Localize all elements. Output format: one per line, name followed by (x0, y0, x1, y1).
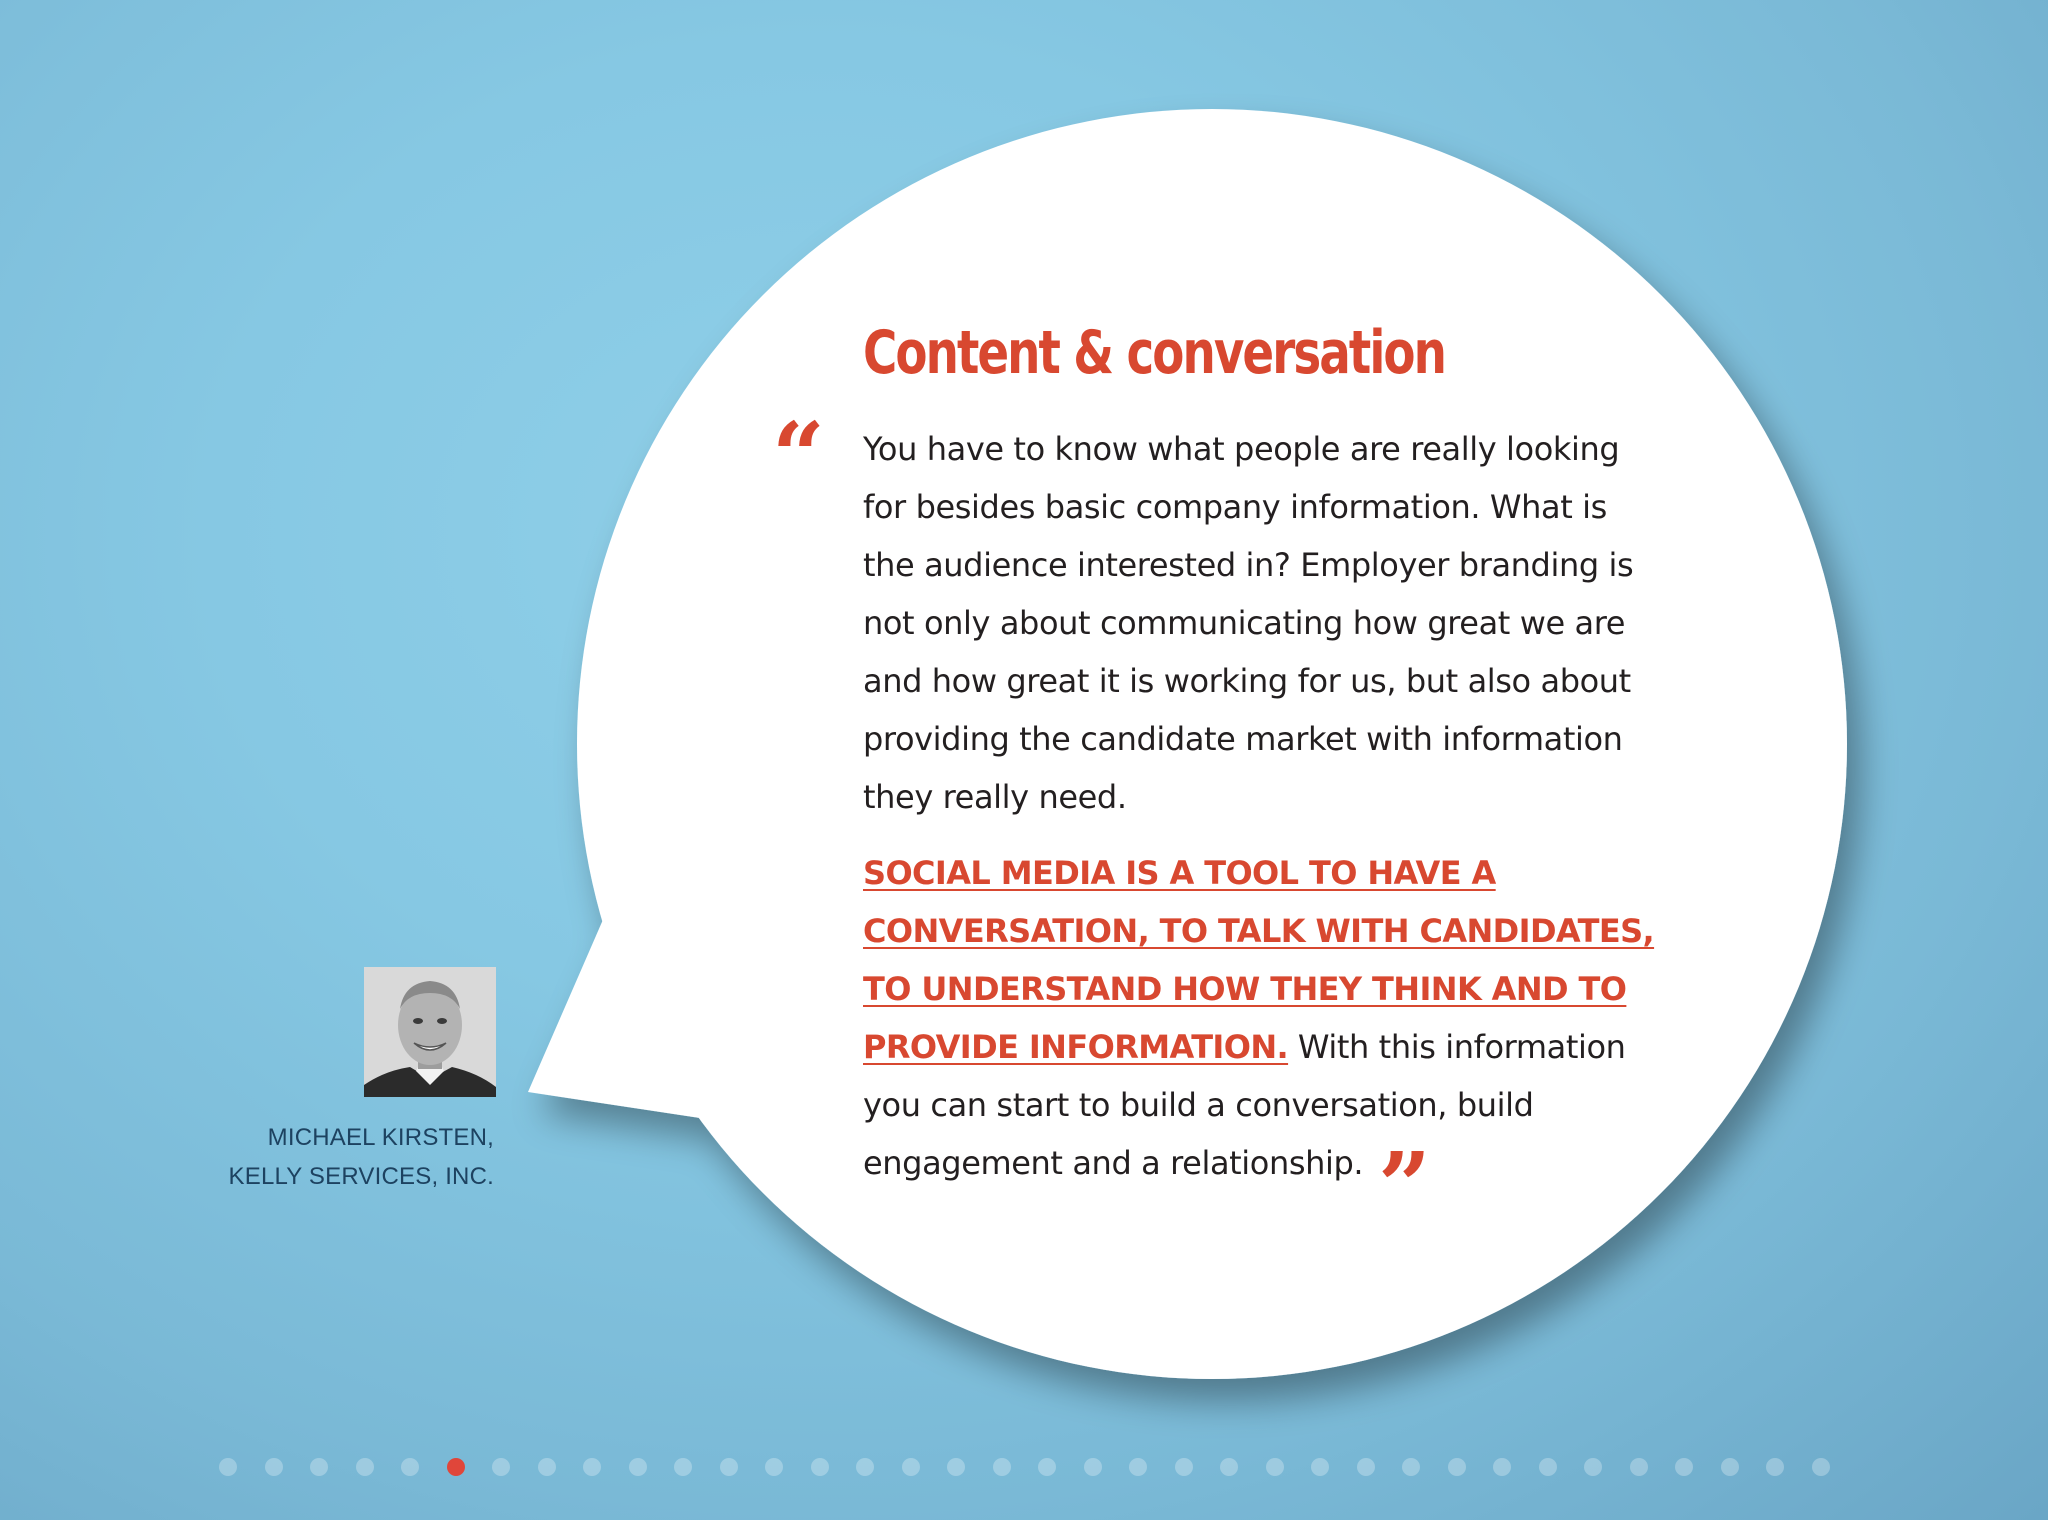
page-indicator (0, 1458, 2048, 1488)
page-dot[interactable] (1266, 1458, 1284, 1476)
quote-paragraph-2 (863, 844, 1663, 1192)
page-dot[interactable] (720, 1458, 738, 1476)
page-dot[interactable] (401, 1458, 419, 1476)
page-dot[interactable] (1766, 1458, 1784, 1476)
page-dot[interactable] (219, 1458, 237, 1476)
page-dot[interactable] (1402, 1458, 1420, 1476)
page-dot[interactable] (765, 1458, 783, 1476)
quote-highlight-link[interactable]: SOCIAL MEDIA IS A TOOL TO HAVE A CONVERSATION, TO TALK WITH CANDIDATES, TO UNDERSTAND HOW THEY THINK AND TO PROVIDE INFORMATION. (863, 854, 1655, 1066)
page-dot[interactable] (1675, 1458, 1693, 1476)
person-avatar-icon (364, 967, 496, 1097)
page-dot[interactable] (811, 1458, 829, 1476)
page-dot[interactable] (947, 1458, 965, 1476)
author-photo (364, 967, 496, 1097)
page-dot[interactable] (1129, 1458, 1147, 1476)
page-dot[interactable] (310, 1458, 328, 1476)
quote-paragraph-1: You have to know what people are really looking for besides basic company information. What is the audience interested in? Employer branding is not only about communicating how great we are and how great it is working for us, but also about providing the candidate market with information they really need. (863, 430, 1634, 816)
page-dot[interactable] (1721, 1458, 1739, 1476)
page-dot[interactable] (1584, 1458, 1602, 1476)
quote-body (863, 420, 1663, 1192)
open-quote-icon: “ (772, 402, 825, 510)
page-dot[interactable] (674, 1458, 692, 1476)
page-dot[interactable] (1175, 1458, 1193, 1476)
slide-title: Content & conversation (863, 318, 1445, 388)
page-dot[interactable] (356, 1458, 374, 1476)
page-dot[interactable] (856, 1458, 874, 1476)
page-dot[interactable] (1630, 1458, 1648, 1476)
page-dot[interactable] (1038, 1458, 1056, 1476)
page-dot[interactable] (265, 1458, 283, 1476)
quote-paragraph-2-tail: With this information you can start to build a conversation, build engagement and a relationship. (863, 1028, 1626, 1182)
page-dot[interactable] (1220, 1458, 1238, 1476)
author-name: MICHAEL KIRSTEN, (267, 1124, 494, 1151)
page-dot[interactable] (1084, 1458, 1102, 1476)
author-company: KELLY SERVICES, INC. (228, 1163, 494, 1190)
page-dot[interactable] (1493, 1458, 1511, 1476)
page-dot[interactable] (538, 1458, 556, 1476)
page-dot[interactable] (902, 1458, 920, 1476)
close-quote-icon: ” (1378, 1132, 1431, 1240)
page-dot[interactable] (629, 1458, 647, 1476)
page-dot[interactable] (1311, 1458, 1329, 1476)
page-dot-active[interactable] (447, 1458, 465, 1476)
page-dot[interactable] (1448, 1458, 1466, 1476)
page-dot[interactable] (583, 1458, 601, 1476)
author-attribution (229, 1118, 494, 1196)
page-dot[interactable] (1812, 1458, 1830, 1476)
page-dot[interactable] (1357, 1458, 1375, 1476)
page-dot[interactable] (1539, 1458, 1557, 1476)
page-dot[interactable] (492, 1458, 510, 1476)
page-dot[interactable] (993, 1458, 1011, 1476)
